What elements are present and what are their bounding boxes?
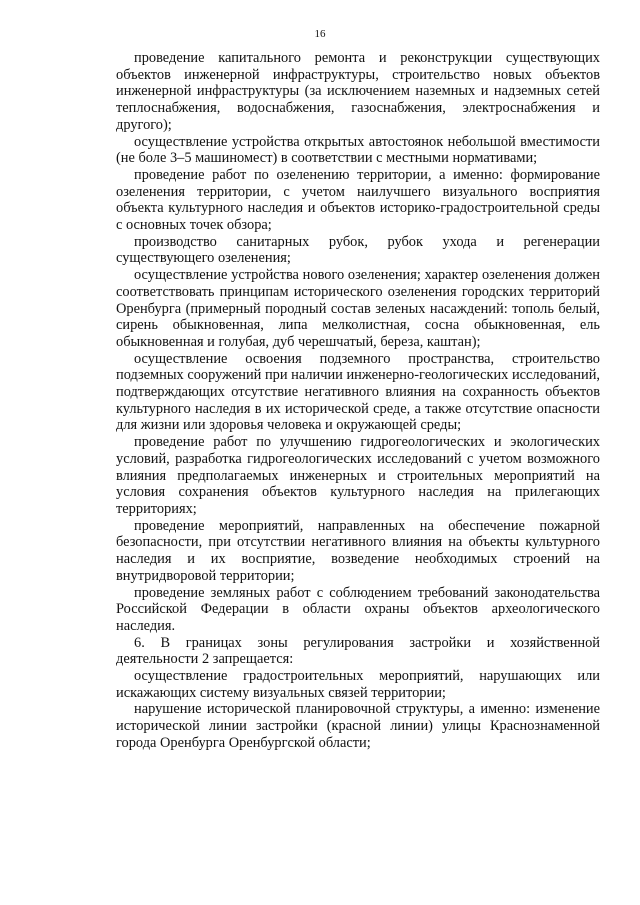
paragraph-earthworks: проведение земляных работ с соблюдением требований законодательства Российской Федерации в области охраны объектов археологического наследия. (116, 584, 600, 634)
paragraph-parking: осуществление устройства открытых автостоянок небольшой вместимости (не боле 3–5 машиномест) в соответствии с местными нормативами; (116, 133, 600, 167)
paragraph-fire-safety: проведение мероприятий, направленных на обеспечение пожарной безопасности, при отсутствии негативного влияния на объекты культурного наследия и их восприятие, возведение необходимых строений на внутридворовой территории; (116, 517, 600, 584)
paragraph-zone-prohibitions: 6. В границах зоны регулирования застройки и хозяйственной деятельности 2 запрещается: (116, 634, 600, 668)
paragraph-hydrogeology: проведение работ по улучшению гидрогеологических и экологических условий, разработка гидрогеологических исследований с учетом возможного влияния предполагаемых инженерных и строительных мероприятий на условия сохранения объектов культурного наследия на прилегающих территориях; (116, 434, 600, 517)
paragraph-landscaping: проведение работ по озеленению территории, а именно: формирование озеленения территории, с учетом наилучшего визуального восприятия объекта культурного наследия и объектов историко-градостроительной среды с основных точек обзора; (116, 166, 600, 234)
paragraph-planning-structure: нарушение исторической планировочной структуры, а именно: изменение исторической линии застройки (красной линии) улицы Краснознаменной города Оренбурга Оренбургской области; (116, 701, 600, 751)
paragraph-new-greenery: осуществление устройства нового озеленения; характер озеленения должен соответствовать принципам исторического озеленения городских территорий Оренбурга (примерный породный состав зеленых насаждений: тополь белый, сирень обыкновенная, липа мелколистная, сосна обыкновенная, ель обыкновенная и голубая, дуб черешчатый, береза, каштан); (116, 267, 600, 350)
paragraph-underground: осуществление освоения подземного пространства, строительство подземных сооружений при наличии инженерно-геологических исследований, подтверждающих отсутствие негативного влияния на сохранность объектов культурного наследия в их исторической среде, а также отсутствие опасности для жизни или здоровья человека и окружающей среды; (116, 350, 601, 434)
document-body (116, 50, 600, 752)
paragraph-visual-links: осуществление градостроительных мероприятий, нарушающих или искажающих систему визуальных связей территории; (116, 668, 600, 701)
page-number: 16 (314, 28, 326, 40)
paragraph-capital-repair: проведение капитального ремонта и реконструкции существующих объектов инженерной инфраструктуры, строительство новых объектов инженерной инфраструктуры (за исключением наземных и надземных сетей теплоснабжения, водоснабжения, газоснабжения, электроснабжения и другого); (116, 50, 600, 133)
paragraph-sanitary-felling: производство санитарных рубок, рубок ухода и регенерации существующего озеленения; (116, 233, 600, 267)
